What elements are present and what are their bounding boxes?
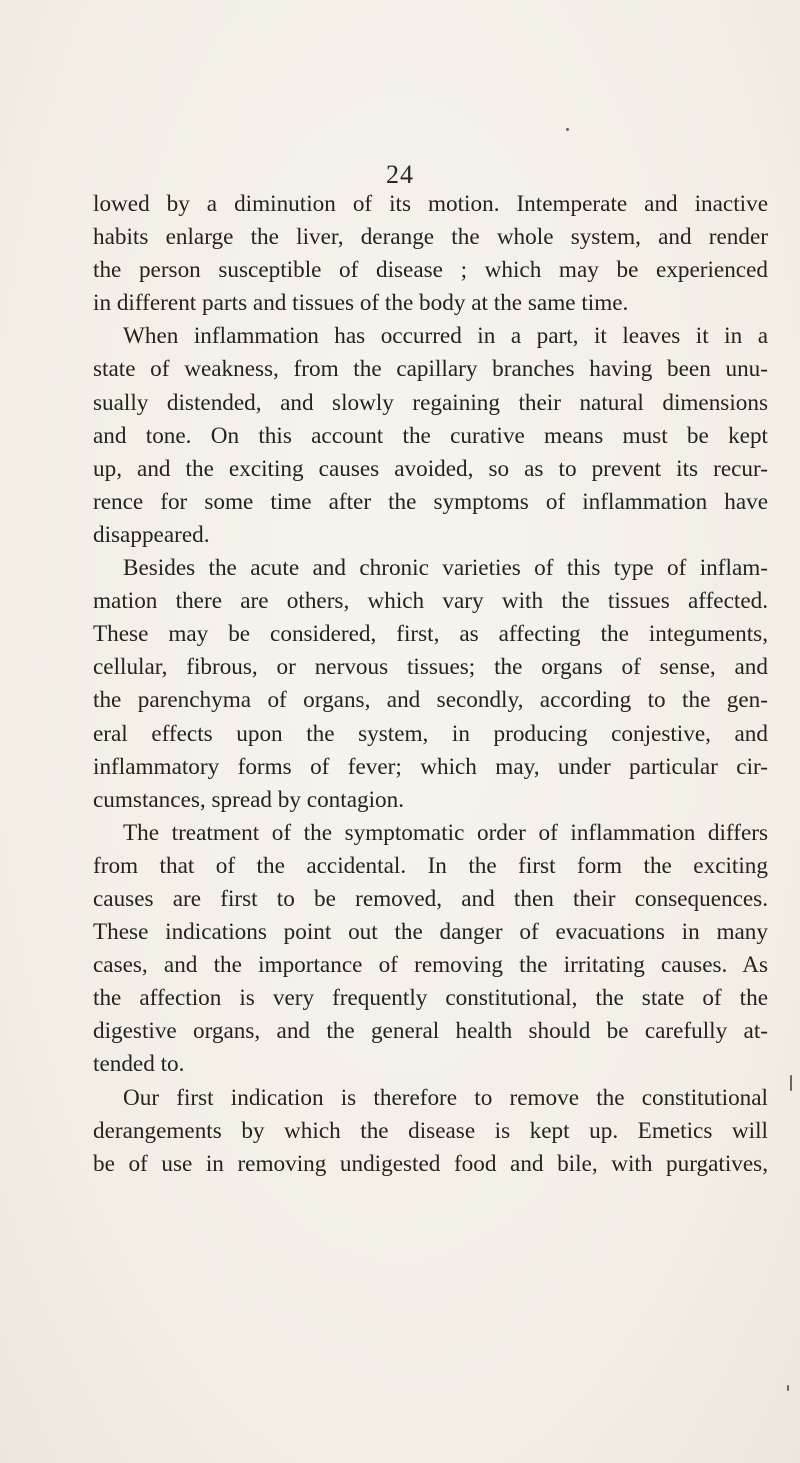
text-line: state of weakness, from the capillary branches having been unu- xyxy=(93,356,768,383)
paragraph-start-line: The treatment of the symptomatic order of inflammation differs xyxy=(123,819,768,846)
text-line: cellular, fibrous, or nervous tissues; the organs of sense, and xyxy=(93,654,768,681)
text-line: from that of the accidental. In the first form the exciting xyxy=(93,852,768,879)
text-line: inflammatory forms of fever; which may, under particular cir- xyxy=(93,753,768,780)
text-line: These indications point out the danger of evacuations in many xyxy=(93,919,768,946)
text-line: tended to. xyxy=(93,1051,185,1078)
text-line: the person susceptible of disease ; which may be experienced xyxy=(93,257,768,284)
text-line: digestive organs, and the general health should be carefully at- xyxy=(93,1018,768,1045)
text-line: the affection is very frequently constitutional, the state of the xyxy=(93,985,768,1012)
paper-speck xyxy=(566,128,569,131)
paper-speck xyxy=(790,1075,792,1091)
text-line: rence for some time after the symptoms of inflammation have xyxy=(93,488,768,515)
text-line: cumstances, spread by contagion. xyxy=(93,786,405,813)
text-line: be of use in removing undigested food and bile, with purgatives, xyxy=(93,1150,768,1177)
text-line: cases, and the importance of removing the irritating causes. As xyxy=(93,952,768,979)
text-line: habits enlarge the liver, derange the whole system, and render xyxy=(93,224,768,251)
body-text xyxy=(93,188,768,1181)
text-line: the parenchyma of organs, and secondly, according to the gen- xyxy=(93,687,768,714)
text-line: mation there are others, which vary with the tissues affected. xyxy=(93,588,768,615)
text-line: derangements by which the disease is kept up. Emetics will xyxy=(93,1117,768,1144)
page-number: 24 xyxy=(386,160,414,189)
paragraph-start-line: Besides the acute and chronic varieties of this type of inflam- xyxy=(123,555,768,582)
text-line: and tone. On this account the curative means must be kept xyxy=(93,422,768,449)
paragraph-start-line: When inflammation has occurred in a part, it leaves it in a xyxy=(123,323,768,350)
text-line: These may be considered, first, as affecting the integuments, xyxy=(93,621,768,648)
text-line: eral effects upon the system, in producing conjestive, and xyxy=(93,720,768,747)
paper-speck xyxy=(787,1385,789,1391)
text-line: disappeared. xyxy=(93,521,210,548)
text-line: lowed by a diminution of its motion. Intemperate and inactive xyxy=(93,191,768,217)
text-line: sually distended, and slowly regaining their natural dimensions xyxy=(93,389,768,416)
text-line: up, and the exciting causes avoided, so as to prevent its recur- xyxy=(93,455,768,482)
paragraph-start-line: Our first indication is therefore to remove the constitutional xyxy=(123,1084,768,1111)
text-line: in different parts and tissues of the body at the same time. xyxy=(93,290,629,317)
text-line: causes are first to be removed, and then their consequences. xyxy=(93,885,768,912)
